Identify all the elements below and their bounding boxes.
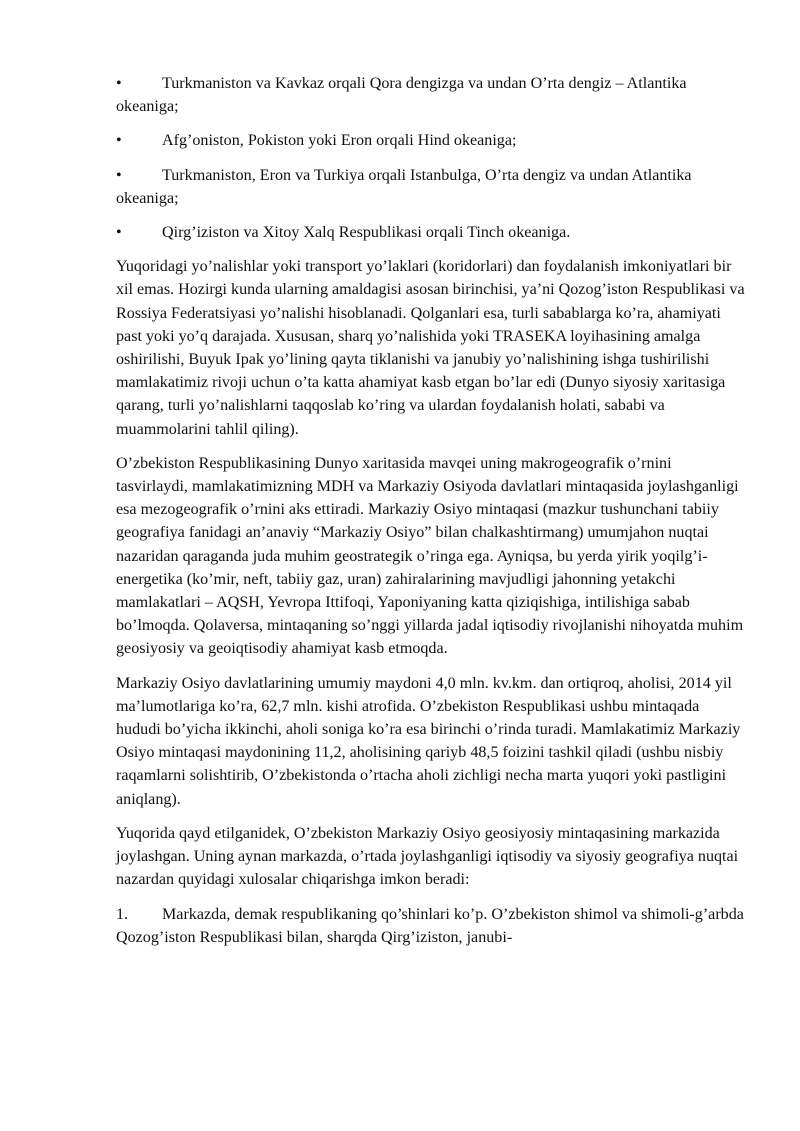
document-page: [116, 72, 746, 960]
numbered-text: Markazda, demak respublikaning qo’shinlari ko’p. O’zbekiston shimol va shimoli-g’arbda Qozog’iston Respublikasi bilan, sharqda Qirg’iziston, janubi-: [116, 905, 744, 946]
bullet-item: [116, 221, 746, 244]
bullet-text: Turkmaniston va Kavkaz orqali Qora dengizga va undan O’rta dengiz – Atlantika okeaniga;: [116, 75, 687, 116]
bullet-marker: •: [116, 75, 122, 92]
numbered-item: [116, 903, 746, 949]
number-marker: 1.: [116, 905, 129, 923]
bullet-text: Qirg’iziston va Xitoy Xalq Respublikasi orqali Tinch okeaniga.: [162, 224, 571, 242]
bullet-marker: •: [116, 224, 122, 242]
body-paragraph: Markaziy Osiyo davlatlarining umumiy maydoni 4,0 mln. kv.km. dan ortiqroq, aholisi, 2014 yil ma’lumotlariga ko’ra, 62,7 mln. kishi atrofida. O’zbekiston Respublikasi ushbu mintaqada hududi bo’yicha ikkinchi, aholi soniga ko’ra esa birinchi o’rinda turadi. Mamlakatimiz Markaziy Osiyo mintaqasi maydonining 11,2, aholisining qariyb 48,5 foizini tashkil qiladi (ushbu nisbiy raqamlarni solishtirib, O’zbekistonda o’rtacha aholi zichligi necha marta yuqori yoki pastligini aniqlang).: [116, 674, 741, 808]
body-paragraph: Yuqorida qayd etilganidek, O’zbekiston Markaziy Osiyo geosiyosiy mintaqasining markazida joylashgan. Uning aynan markazda, o’rtada joylashganligi iqtisodiy va siyosiy geografiya nuqtai nazardan quyidagi xulosalar chiqarishga imkon beradi:: [116, 824, 739, 889]
body-paragraph: O’zbekiston Respublikasining Dunyo xaritasida mavqei uning makrogeografik o’rnini tasvirlaydi, mamlakatimizning MDH va Markaziy Osiyoda davlatlari mintaqasida joylashganligi esa mezogeografik o’rnini aks ettiradi. Markaziy Osiyo mintaqasi (mazkur tushunchani tabiiy geografiya fanidagi an’anaviy “Markaziy Osiyo” bilan chalkashtirmang) umumjahon nuqtai nazaridan qaraganda juda muhim geostrategik o’ringa ega. Ayniqsa, bu yerda yirik yoqilg’i-energetika (ko’mir, neft, tabiiy gaz, uran) zahiralarining mavjudligi jahonning yetakchi mamlakatlari – AQSH, Yevropa Ittifoqi, Yaponiyaning katta qiziqishiga, intilishiga sabab bo’lmoqda. Qolaversa, mintaqaning so’nggi yillarda jadal iqtisodiy rivojlanishi nihoyatda muhim geosiyosiy va geoiqtisodiy ahamiyat kasb etmoqda.: [116, 454, 744, 658]
body-paragraph: Yuqoridagi yo’nalishlar yoki transport yo’laklari (koridorlari) dan foydalanish imkoniyatlari bir xil emas. Hozirgi kunda ularning amaldagisi asosan birinchisi, ya’ni Qozog’iston Respublikasi va Rossiya Federatsiyasi yo’nalishi hisoblanadi. Qolganlari esa, turli sabablarga ko’ra, ahamiyati past yoki yo’q darajada. Xususan, sharq yo’nalishida yoki TRASEKA loyihasining amalga oshirilishi, Buyuk Ipak yo’lining qayta tiklanishi va janubiy yo’nalishining ishga tushirilishi mamlakatimiz rivoji uchun o’ta katta ahamiyat kasb etgan bo’lar edi (Dunyo siyosiy xaritasiga qarang, turli yo’nalishlarni taqqoslab ko’ring va ulardan foydalanish holati, sababi va muammolarini tahlil qiling).: [116, 258, 745, 438]
bullet-text: Afg’oniston, Pokiston yoki Eron orqali Hind okeaniga;: [162, 132, 517, 150]
bullet-text: Turkmaniston, Eron va Turkiya orqali Istanbulga, O’rta dengiz va undan Atlantika okeaniga;: [116, 166, 692, 207]
bullet-marker: •: [116, 166, 122, 184]
bullet-item: [116, 164, 746, 210]
bullet-item: [116, 72, 746, 118]
bullet-item: [116, 129, 746, 152]
bullet-marker: •: [116, 132, 122, 150]
